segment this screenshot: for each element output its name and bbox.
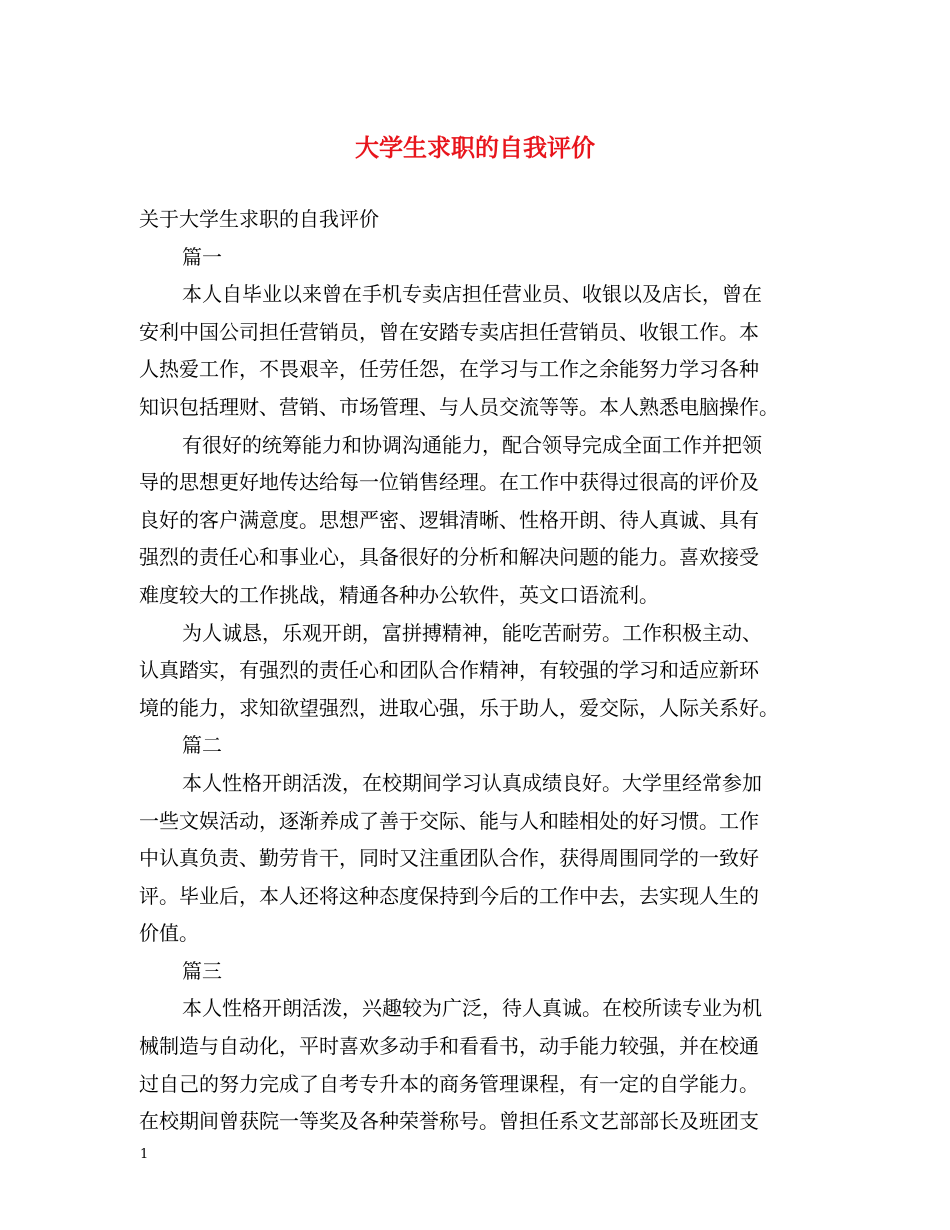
text-line: 强烈的责任心和事业心，具备很好的分析和解决问题的能力。喜欢接受 (139, 545, 759, 570)
text-line: 本人自毕业以来曾在手机专卖店担任营业员、收银以及店长，曾在 (182, 282, 762, 307)
text-line: 良好的客户满意度。思想严密、逻辑清晰、性格开朗、待人真诚、具有 (139, 507, 759, 532)
text-line: 导的思想更好地传达给每一位销售经理。在工作中获得过很高的评价及 (139, 470, 759, 495)
text-line: 一些文娱活动，逐渐养成了善于交际、能与人和睦相处的好习惯。工作 (139, 808, 759, 833)
text-line: 关于大学生求职的自我评价 (139, 207, 379, 231)
text-line: 为人诚恳，乐观开朗，富拼搏精神，能吃苦耐劳。工作积极主动、 (182, 620, 762, 645)
text-line: 篇三 (182, 958, 222, 983)
text-line: 安利中国公司担任营销员，曾在安踏专卖店担任营销员、收银工作。本 (139, 319, 759, 344)
text-line: 知识包括理财、营销、市场管理、与人员交流等等。本人熟悉电脑操作。 (139, 394, 779, 419)
text-line: 认真踏实，有强烈的责任心和团队合作精神，有较强的学习和适应新环 (139, 658, 759, 683)
text-line: 械制造与自动化，平时喜欢多动手和看看书，动手能力较强，并在校通 (139, 1034, 759, 1059)
text-line: 有很好的统筹能力和协调沟通能力，配合领导完成全面工作并把领 (182, 432, 762, 457)
text-line: 评。毕业后，本人还将这种态度保持到今后的工作中去，去实现人生的 (139, 883, 759, 908)
text-line: 人热爱工作，不畏艰辛，任劳任怨，在学习与工作之余能努力学习各种 (139, 357, 759, 382)
text-line: 难度较大的工作挑战，精通各种办公软件，英文口语流利。 (139, 582, 659, 607)
text-line: 本人性格开朗活泼，在校期间学习认真成绩良好。大学里经常参加 (182, 770, 762, 795)
text-line: 本人性格开朗活泼，兴趣较为广泛，待人真诚。在校所读专业为机 (182, 996, 762, 1021)
text-line: 篇二 (182, 733, 222, 758)
text-line: 价值。 (139, 921, 199, 946)
document-body (139, 201, 819, 1141)
page-number: 1 (140, 1147, 149, 1162)
text-line: 在校期间曾获院一等奖及各种荣誉称号。曾担任系文艺部部长及班团支 (139, 1109, 759, 1134)
text-line: 境的能力，求知欲望强烈，进取心强，乐于助人，爱交际，人际关系好。 (139, 695, 779, 720)
text-line: 篇一 (182, 244, 222, 269)
text-line: 过自己的努力完成了自考专升本的商务管理课程，有一定的自学能力。 (139, 1071, 759, 1096)
text-line: 中认真负责、勤劳肯干，同时又注重团队合作，获得周围同学的一致好 (139, 846, 759, 871)
document-title: 大学生求职的自我评价 (355, 134, 595, 162)
